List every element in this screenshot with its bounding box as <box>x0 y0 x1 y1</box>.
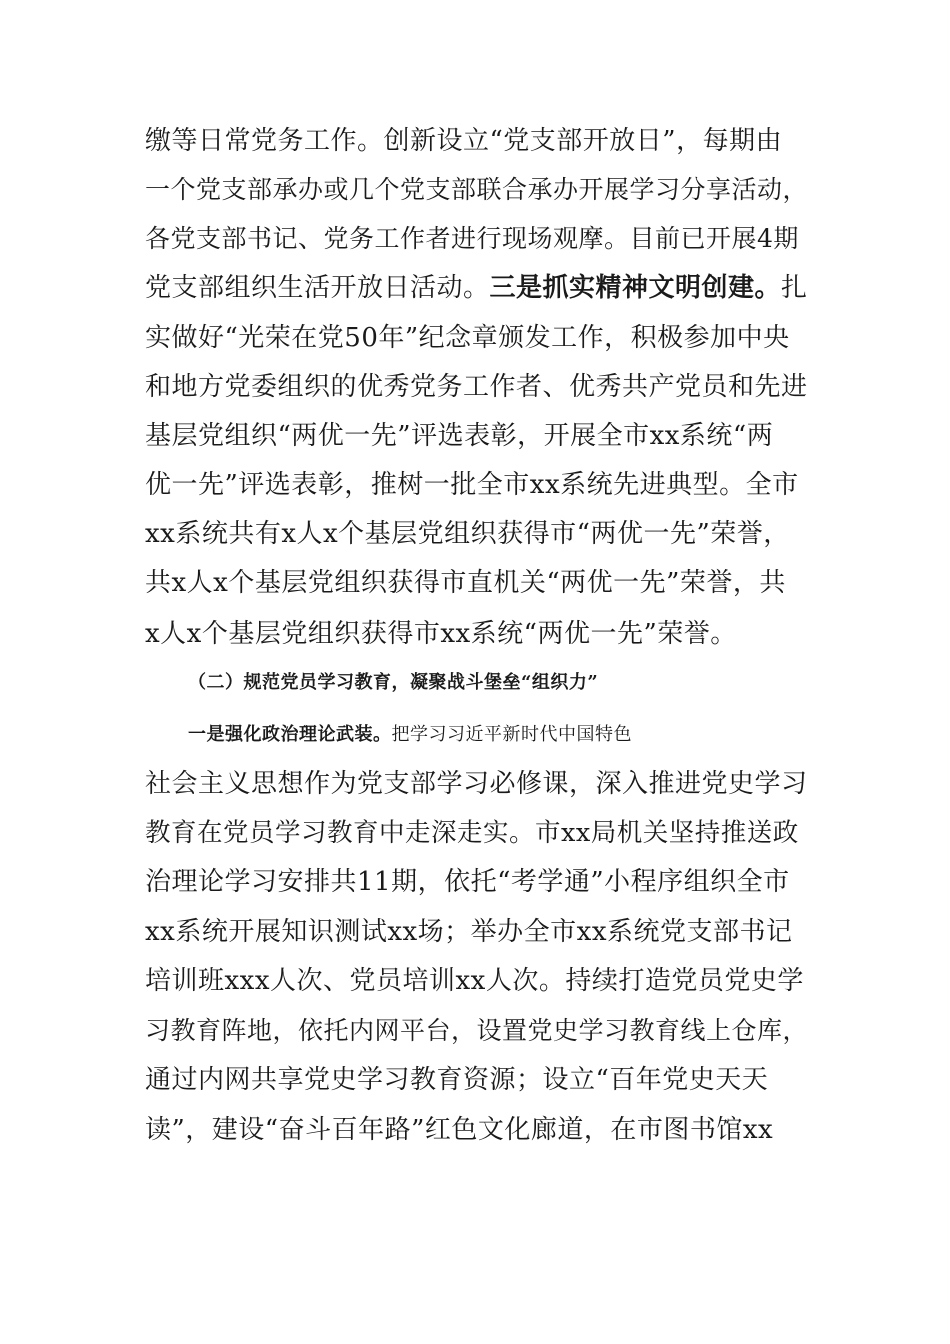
text-line <box>145 174 810 206</box>
text-line <box>145 223 810 255</box>
text-segment: 教育在党员学习教育中走深走实。市xx局机关坚持推送政 <box>145 818 799 848</box>
text-segment: 缴等日常党务工作。创新设立“党支部开放日”，每期由 <box>145 126 783 156</box>
text-segment: 基层党组织“两优一先”评选表彰，开展全市xx系统“两 <box>145 421 774 451</box>
bold-text-segment: 三是抓实精神文明创建。 <box>489 273 782 303</box>
text-line <box>145 618 810 650</box>
text-segment: xx系统共有x人x个基层党组织获得市“两优一先”荣誉， <box>145 519 790 549</box>
text-line <box>145 768 810 800</box>
text-segment: 各党支部书记、党务工作者进行现场观摩。目前已开展4期 <box>145 224 799 253</box>
text-segment: 把学习习近平新时代中国特色 <box>391 724 632 745</box>
text-segment: 扎 <box>781 273 808 303</box>
text-segment: xx系统开展知识测试xx场；举办全市xx系统党支部书记 <box>145 917 793 947</box>
text-line <box>145 322 810 354</box>
text-segment: 一个党支部承办或几个党支部联合承办开展学习分享活动， <box>145 175 809 204</box>
text-line <box>188 667 853 699</box>
text-line <box>145 866 810 898</box>
text-segment: 社会主义思想作为党支部学习必修课，深入推进党史学习 <box>145 769 808 799</box>
text-line <box>145 1015 810 1047</box>
text-line <box>145 817 810 849</box>
text-segment: 和地方党委组织的优秀党务工作者、优秀共产党员和先进 <box>145 372 808 402</box>
text-segment: 治理论学习安排共11期，依托“考学通”小程序组织全市 <box>145 867 790 897</box>
text-line <box>145 125 810 157</box>
text-line <box>145 965 810 997</box>
text-line <box>145 469 810 501</box>
text-line <box>145 1114 810 1146</box>
text-line <box>145 272 810 304</box>
text-line <box>145 371 810 403</box>
text-line <box>145 420 810 452</box>
text-line <box>145 518 810 550</box>
text-segment: 实做好“光荣在党50年”纪念章颁发工作，积极参加中央 <box>145 323 790 353</box>
text-line <box>188 719 853 751</box>
text-segment: 培训班xxx人次、党员培训xx人次。持续打造党员党史学 <box>145 966 804 996</box>
bold-text-segment: （二）规范党员学习教育，凝聚战斗堡垒“组织力” <box>188 672 599 693</box>
text-segment: 共x人x个基层党组织获得市直机关“两优一先”荣誉，共 <box>145 568 786 598</box>
bold-text-segment: 一是强化政治理论武装。 <box>188 724 392 745</box>
text-segment: 读”，建设“奋斗百年路”红色文化廊道，在市图书馆xx <box>145 1115 774 1145</box>
text-segment: x人x个基层党组织获得市xx系统“两优一先”荣誉。 <box>145 619 737 649</box>
text-segment: 优一先”评选表彰，推树一批全市xx系统先进典型。全市 <box>145 470 799 500</box>
text-segment: 党支部组织生活开放日活动。 <box>145 273 490 303</box>
text-segment: 习教育阵地，依托内网平台，设置党史学习教育线上仓库， <box>145 1016 809 1045</box>
text-line <box>145 1064 810 1096</box>
text-line <box>145 916 810 948</box>
text-segment: 通过内网共享党史学习教育资源；设立“百年党史天天 <box>145 1065 769 1095</box>
text-line <box>145 567 810 599</box>
